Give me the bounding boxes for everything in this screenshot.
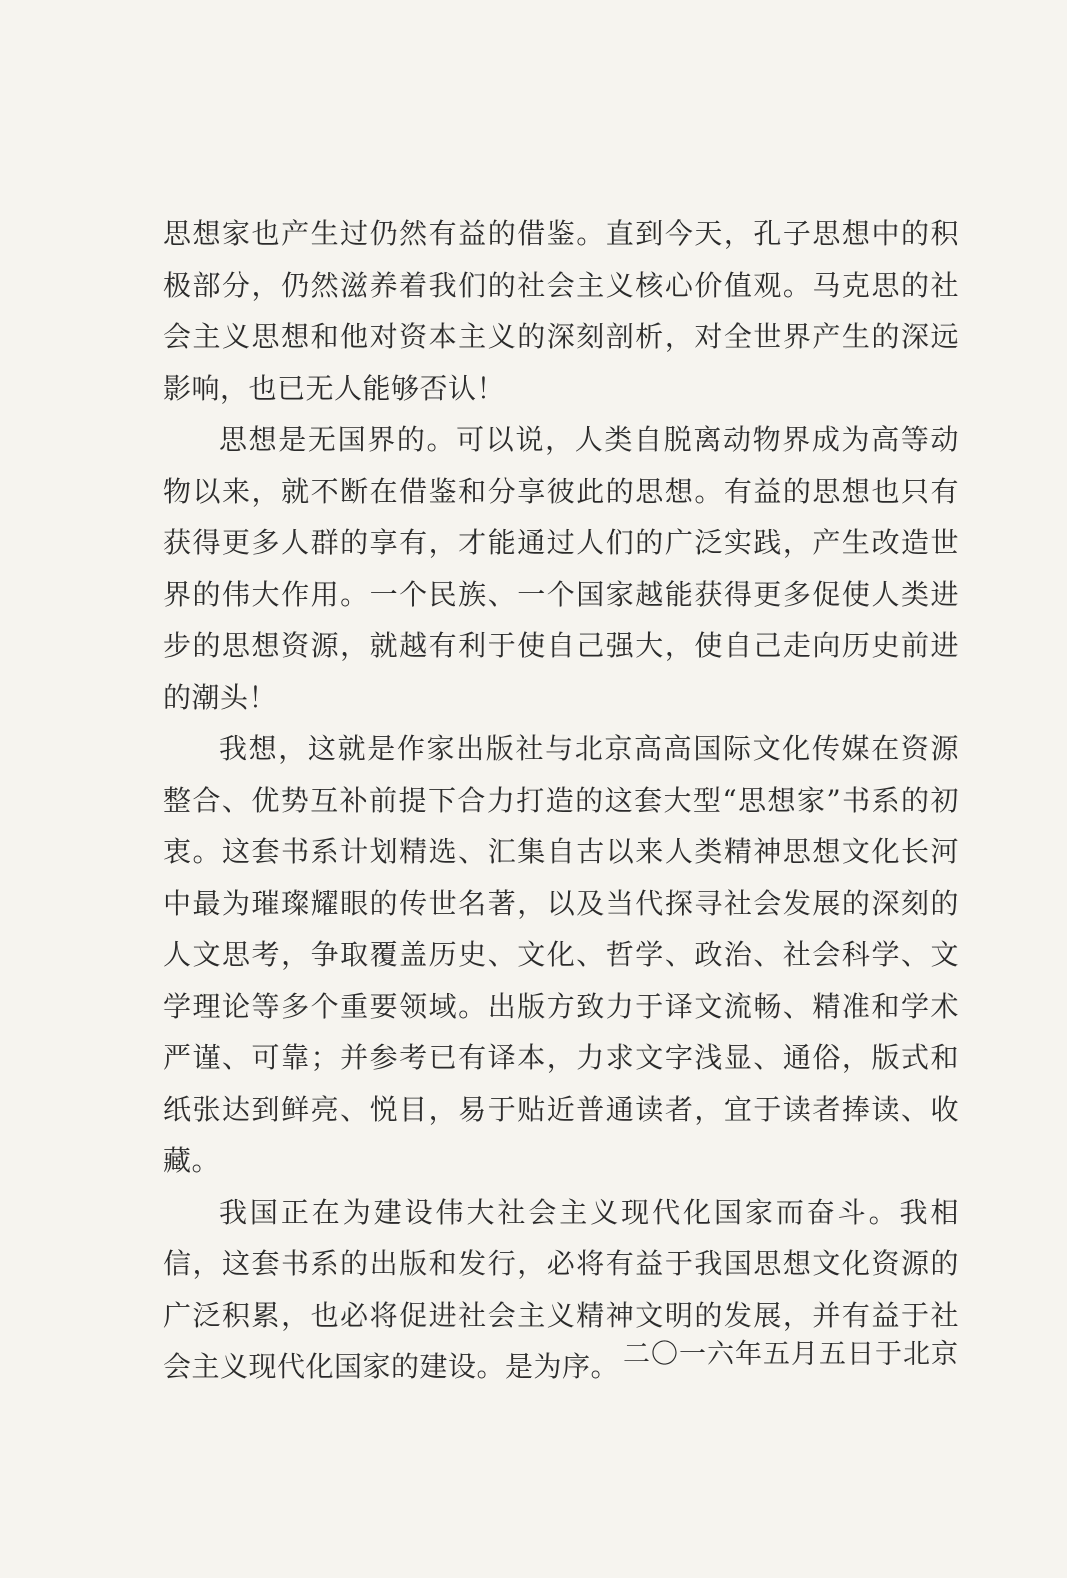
paragraph-continued: 思想家也产生过仍然有益的借鉴。直到今天，孔子思想中的积极部分，仍然滋养着我们的社会主义核心价值观。马克思的社会主义思想和他对资本主义的深刻剖析，对全世界产生的深远影响，也已无人能够否认！ (163, 217, 959, 405)
paragraph-closing: 我国正在为建设伟大社会主义现代化国家而奋斗。我相信，这套书系的出版和发行，必将有益于我国思想文化资源的广泛积累，也必将促进社会主义精神文明的发展，并有益于社会主义现代化国家的建设。是为序。 (163, 1195, 959, 1383)
paragraph-thought-borderless: 思想是无国界的。可以说，人类自脱离动物界成为高等动物以来，就不断在借鉴和分享彼此的思想。有益的思想也只有获得更多人群的享有，才能通过人们的广泛实践，产生改造世界的伟大作用。一个民族、一个国家越能获得更多促使人类进步的思想资源，就越有利于使自己强大，使自己走向历史前进的潮头！ (163, 423, 959, 714)
paragraph-book-series-purpose: 我想，这就是作家出版社与北京高高国际文化传媒在资源整合、优势互补前提下合力打造的这套大型“思想家”书系的初衷。这套书系计划精选、汇集自古以来人类精神思想文化长河中最为璀璨耀眼的传世名著，以及当代探寻社会发展的深刻的人文思考，争取覆盖历史、文化、哲学、政治、社会科学、文学理论等多个重要领域。出版方致力于译文流畅、精准和学术严谨、可靠；并参考已有译本，力求文字浅显、通俗，版式和纸张达到鲜亮、悦目，易于贴近普通读者，宜于读者捧读、收藏。 (163, 732, 959, 1177)
preface-body (163, 208, 959, 1393)
date-place-signature: 二〇一六年五月五日于北京 (623, 1339, 959, 1370)
